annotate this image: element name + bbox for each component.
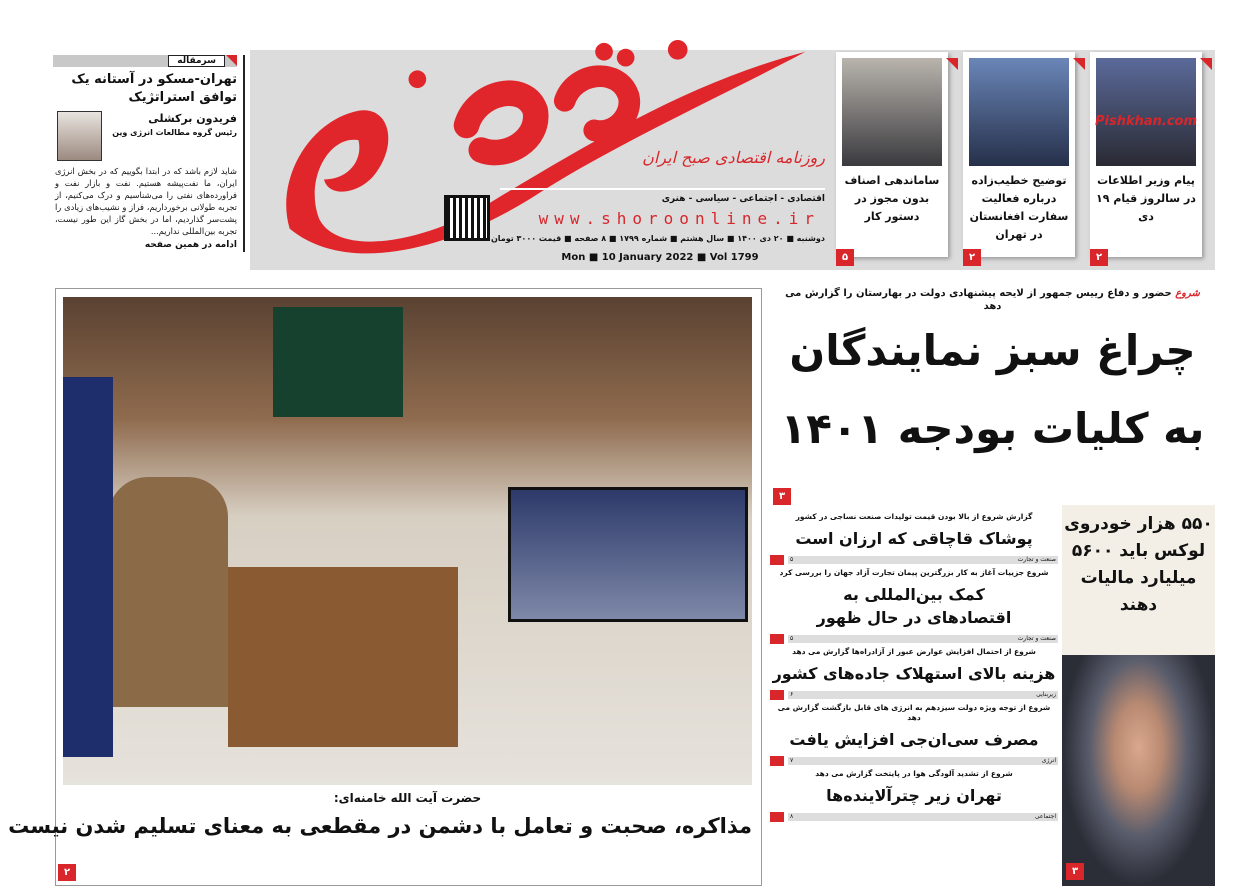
- card-title: توضیح خطیب‌زاده درباره فعالیت سفارت افغانستان در تهران: [969, 174, 1069, 241]
- arrow-icon: [770, 555, 784, 565]
- side-headline[interactable]: ۵۵۰ هزار خودروی لوکس باید ۵۶۰۰ میلیارد مالیات دهند: [1064, 514, 1213, 615]
- arrow-icon: [1200, 58, 1212, 70]
- main-photo[interactable]: [63, 297, 752, 785]
- speaker: [108, 477, 228, 707]
- website-link[interactable]: www.shoroonline.ir: [538, 209, 820, 228]
- item-headline[interactable]: مصرف سی‌ان‌جی افزایش یافت: [789, 730, 1039, 749]
- podium: [228, 567, 458, 747]
- section-label: انرژی: [1041, 757, 1056, 764]
- item-kicker: گزارش شروع از بالا بودن قیمت تولیدات صنعت نساجی در کشور: [795, 512, 1033, 521]
- item-kicker: شروع از توجه ویژه دولت سیزدهم به انرژی های قابل بازگشت گزارش می دهد: [777, 703, 1051, 722]
- photo-headline[interactable]: مذاکره، صحبت و تعامل با دشمن در مقطعی به معنای تسلیم شدن نیست: [8, 814, 752, 838]
- card-photo: [969, 58, 1069, 166]
- section-bar: [788, 635, 1058, 643]
- list-item[interactable]: [770, 568, 1058, 643]
- section-label: اجتماعی: [1034, 813, 1056, 820]
- section-bar: [788, 757, 1058, 765]
- card-photo: [842, 58, 942, 166]
- list-item[interactable]: [770, 512, 1058, 564]
- arrow-icon: [770, 812, 784, 822]
- lead-headline[interactable]: چراغ سبز نمایندگان به کلیات بودجه ۱۴۰۱: [780, 326, 1205, 453]
- page-number: ۷: [790, 757, 794, 764]
- card-title: پیام وزیر اطلاعات در سالروز قیام ۱۹ دی: [1096, 174, 1196, 223]
- page-number: ۸: [790, 813, 794, 820]
- editorial-label: سرمقاله: [168, 55, 225, 67]
- section-bar: [788, 691, 1058, 699]
- screen: [508, 487, 748, 622]
- lead-kicker: [780, 287, 1205, 313]
- section-label: زیربنایی: [1036, 691, 1056, 698]
- page-badge: ۳: [773, 488, 791, 505]
- page-badge: ۲: [1090, 249, 1108, 266]
- photo-caption: حضرت آیت الله خامنه‌ای:: [333, 791, 482, 805]
- top-card[interactable]: [836, 52, 948, 257]
- page-badge: ۲: [58, 864, 76, 881]
- continued-link[interactable]: ادامه در همین صفحه: [144, 240, 237, 250]
- page-badge: ۲: [963, 249, 981, 266]
- arrow-icon: [226, 55, 237, 66]
- page-badge: ۳: [1066, 863, 1084, 880]
- author-role: رئیس گروه مطالعات انرژی وین: [112, 128, 237, 137]
- top-card[interactable]: [1090, 52, 1202, 257]
- watermark: Pishkhan.com: [1094, 114, 1198, 129]
- item-kicker: شروع جزییات آغاز به کار بزرگترین پیمان تجارت آزاد جهان را بررسی کرد: [779, 568, 1049, 577]
- page-number: ۵: [790, 556, 794, 563]
- editorial-column[interactable]: [55, 55, 245, 252]
- curtain: [63, 377, 113, 757]
- page-badge: ۵: [836, 249, 854, 266]
- author-photo: [57, 111, 102, 161]
- author-name: فریدون برکشلی: [148, 112, 237, 125]
- editorial-body: شاید لازم باشد که در ابتدا بگوییم که در بخش انرژی ایران، ما نفت‌پیشه هستیم. نفت و بازار نفت و فراورده‌های نفتی را می‌شناسیم و درک می‌کنیم، از تجربه طولانی برخورداریم، فراز و نشیب‌های زیادی را پشت‌سر گذاردیم، اما در بخش گاز این طور نیست، تجربه بین‌المللی نداریم...: [55, 166, 237, 236]
- section-label: صنعت و تجارت: [1017, 635, 1056, 642]
- top-card[interactable]: [963, 52, 1075, 257]
- item-headline[interactable]: هزینه بالای استهلاک جاده‌های کشور: [772, 664, 1056, 683]
- list-item[interactable]: [770, 703, 1058, 765]
- section-bar: [788, 813, 1058, 821]
- page-number: ۵: [790, 635, 794, 642]
- list-item[interactable]: [770, 769, 1058, 821]
- news-list: [770, 490, 1058, 821]
- arrow-icon: [1073, 58, 1085, 70]
- banner: [273, 307, 403, 417]
- editorial-label-bar: [53, 55, 237, 67]
- card-title: ساماندهی اصناف بدون مجوز در دستور کار: [844, 174, 940, 223]
- arrow-icon: [946, 58, 958, 70]
- arrow-icon: [770, 634, 784, 644]
- item-kicker: شروع از احتمال افزایش عوارض عبور از آزادراه‌ها گزارش می دهد: [792, 647, 1036, 656]
- kicker-text: حضور و دفاع رییس جمهور از لایحه پیشنهادی دولت در بهارستان را گزارش می دهد: [785, 288, 1172, 312]
- dateline: دوشنبه ■ ۲۰ دی ۱۴۰۰ ■ سال هشتم ■ شماره ۱۷۹۹ ■ ۸ صفحه ■ قیمت ۳۰۰۰ تومان: [490, 234, 825, 243]
- author-row: [55, 111, 237, 161]
- divider: [500, 188, 825, 190]
- section-bar: [788, 556, 1058, 564]
- english-date: Mon ■ 10 January 2022 ■ Vol 1799: [561, 252, 759, 263]
- section-label: صنعت و تجارت: [1017, 556, 1056, 563]
- side-story[interactable]: [1062, 505, 1215, 886]
- list-item[interactable]: [770, 647, 1058, 699]
- item-kicker: شروع از تشدید آلودگی هوا در پایتخت گزارش می دهد: [815, 769, 1013, 778]
- brand-mark: شروع: [1175, 288, 1200, 299]
- editorial-title[interactable]: تهران-مسکو در آستانه یک توافق استراتژیک: [71, 72, 237, 105]
- card-photo: [1096, 58, 1196, 166]
- side-photo: [1062, 655, 1215, 886]
- arrow-icon: [770, 690, 784, 700]
- page-number: ۶: [790, 691, 794, 698]
- qr-code-icon[interactable]: [444, 195, 490, 241]
- tagline: روزنامه اقتصادی صبح ایران: [642, 148, 825, 167]
- categories: اقتصادی - اجتماعی - سیاسی - هنری: [661, 194, 825, 204]
- item-headline[interactable]: پوشاک قاچاقی که ارزان است: [795, 529, 1033, 548]
- item-headline[interactable]: تهران زیر چترآلاینده‌ها: [826, 786, 1002, 805]
- item-headline[interactable]: کمک بین‌المللی به اقتصادهای در حال ظهور: [816, 585, 1012, 627]
- arrow-icon: [770, 756, 784, 766]
